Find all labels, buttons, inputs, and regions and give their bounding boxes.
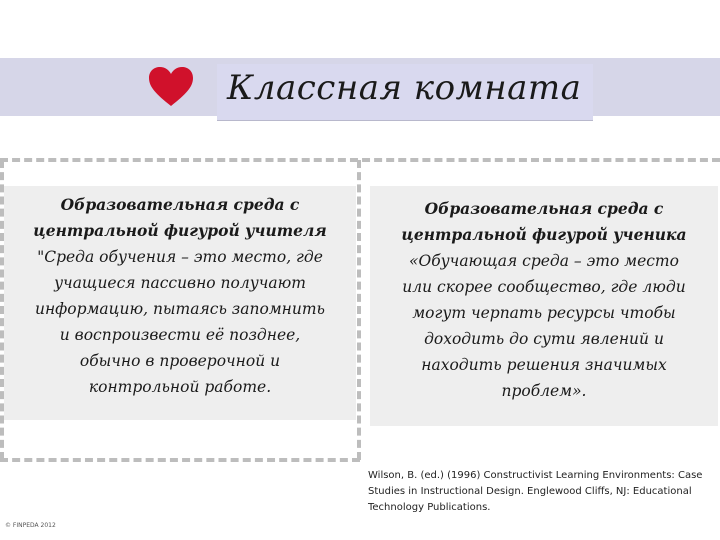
panel-line: центральной фигурой ученика: [401, 225, 687, 244]
copyright-notice: © FINPEDA 2012: [5, 522, 56, 529]
citation-line: Wilson, B. (ed.) (1996) Constructivist Learning Environments: Case: [368, 470, 703, 481]
panel-line: или скорее сообщество, где люди: [402, 278, 686, 296]
citation-line: Studies in Instructional Design. Englewood Cliffs, NJ: Educational: [368, 486, 692, 497]
panel-line: Образовательная среда с: [424, 199, 664, 218]
panel-line: могут черпать ресурсы чтобы: [412, 304, 676, 322]
dashed-frame-bottom: [0, 458, 360, 462]
page-title: Классная комната: [227, 68, 582, 108]
panel-line: проблем».: [501, 382, 587, 400]
citation-line: Technology Publications.: [368, 502, 491, 513]
panel-line: «Обучающая среда – это место: [409, 252, 679, 270]
panel-line: и воспроизвести её позднее,: [59, 326, 301, 344]
student-centered-panel: [370, 186, 718, 426]
teacher-centered-panel: [4, 186, 356, 420]
panel-line: центральной фигурой учителя: [33, 221, 327, 240]
citation: [368, 468, 718, 516]
heart-icon: [148, 66, 194, 108]
dashed-frame-divider: [357, 160, 361, 460]
panel-line: находить решения значимых: [421, 356, 667, 374]
panel-line: контрольной работе.: [88, 378, 272, 396]
panel-line: "Среда обучения – это место, где: [37, 248, 323, 266]
panel-line: обычно в проверочной и: [79, 352, 281, 370]
panel-line: доходить до сути явлений и: [424, 330, 664, 348]
panel-line: информацию, пытаясь запомнить: [34, 300, 325, 318]
panel-line: учащиеся пассивно получают: [54, 274, 306, 292]
panel-line: Образовательная среда с: [60, 195, 300, 214]
title-box: [217, 64, 593, 120]
